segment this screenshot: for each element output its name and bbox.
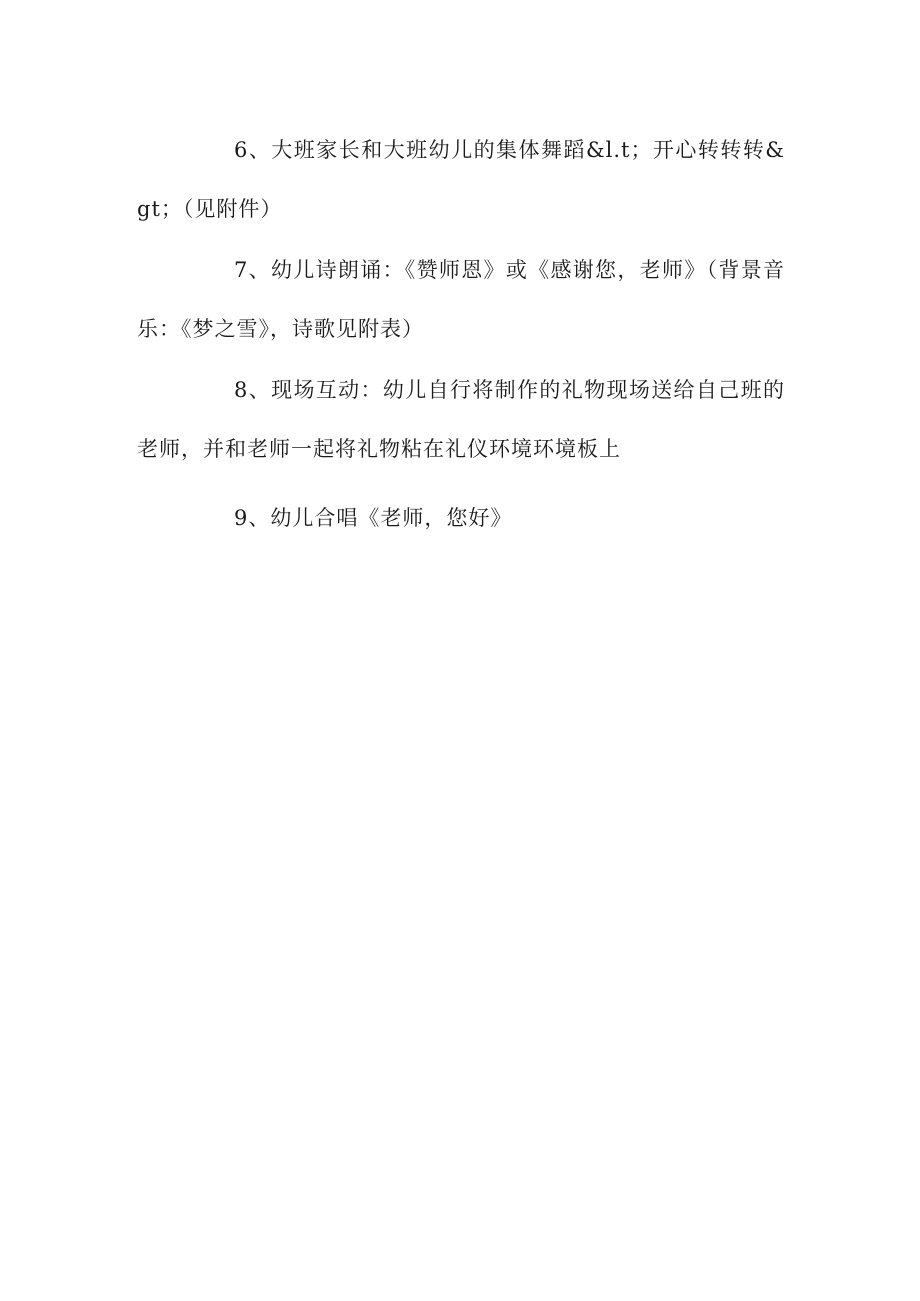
paragraph-item-8: 8、现场互动：幼儿自行将制作的礼物现场送给自己班的老师，并和老师一起将礼物粘在礼仪环境环境板上: [137, 378, 785, 461]
paragraph-item-9: 9、幼儿合唱《老师，您好》: [234, 506, 513, 530]
paragraph-item-7: 7、幼儿诗朗诵：《赞师恩》或《感谢您，老师》（背景音乐：《梦之雪》，诗歌见附表）: [137, 258, 785, 341]
paragraph-item-6: 6、大班家长和大班幼儿的集体舞蹈&l.t；开心转转转&gt；（见附件）: [137, 138, 785, 221]
